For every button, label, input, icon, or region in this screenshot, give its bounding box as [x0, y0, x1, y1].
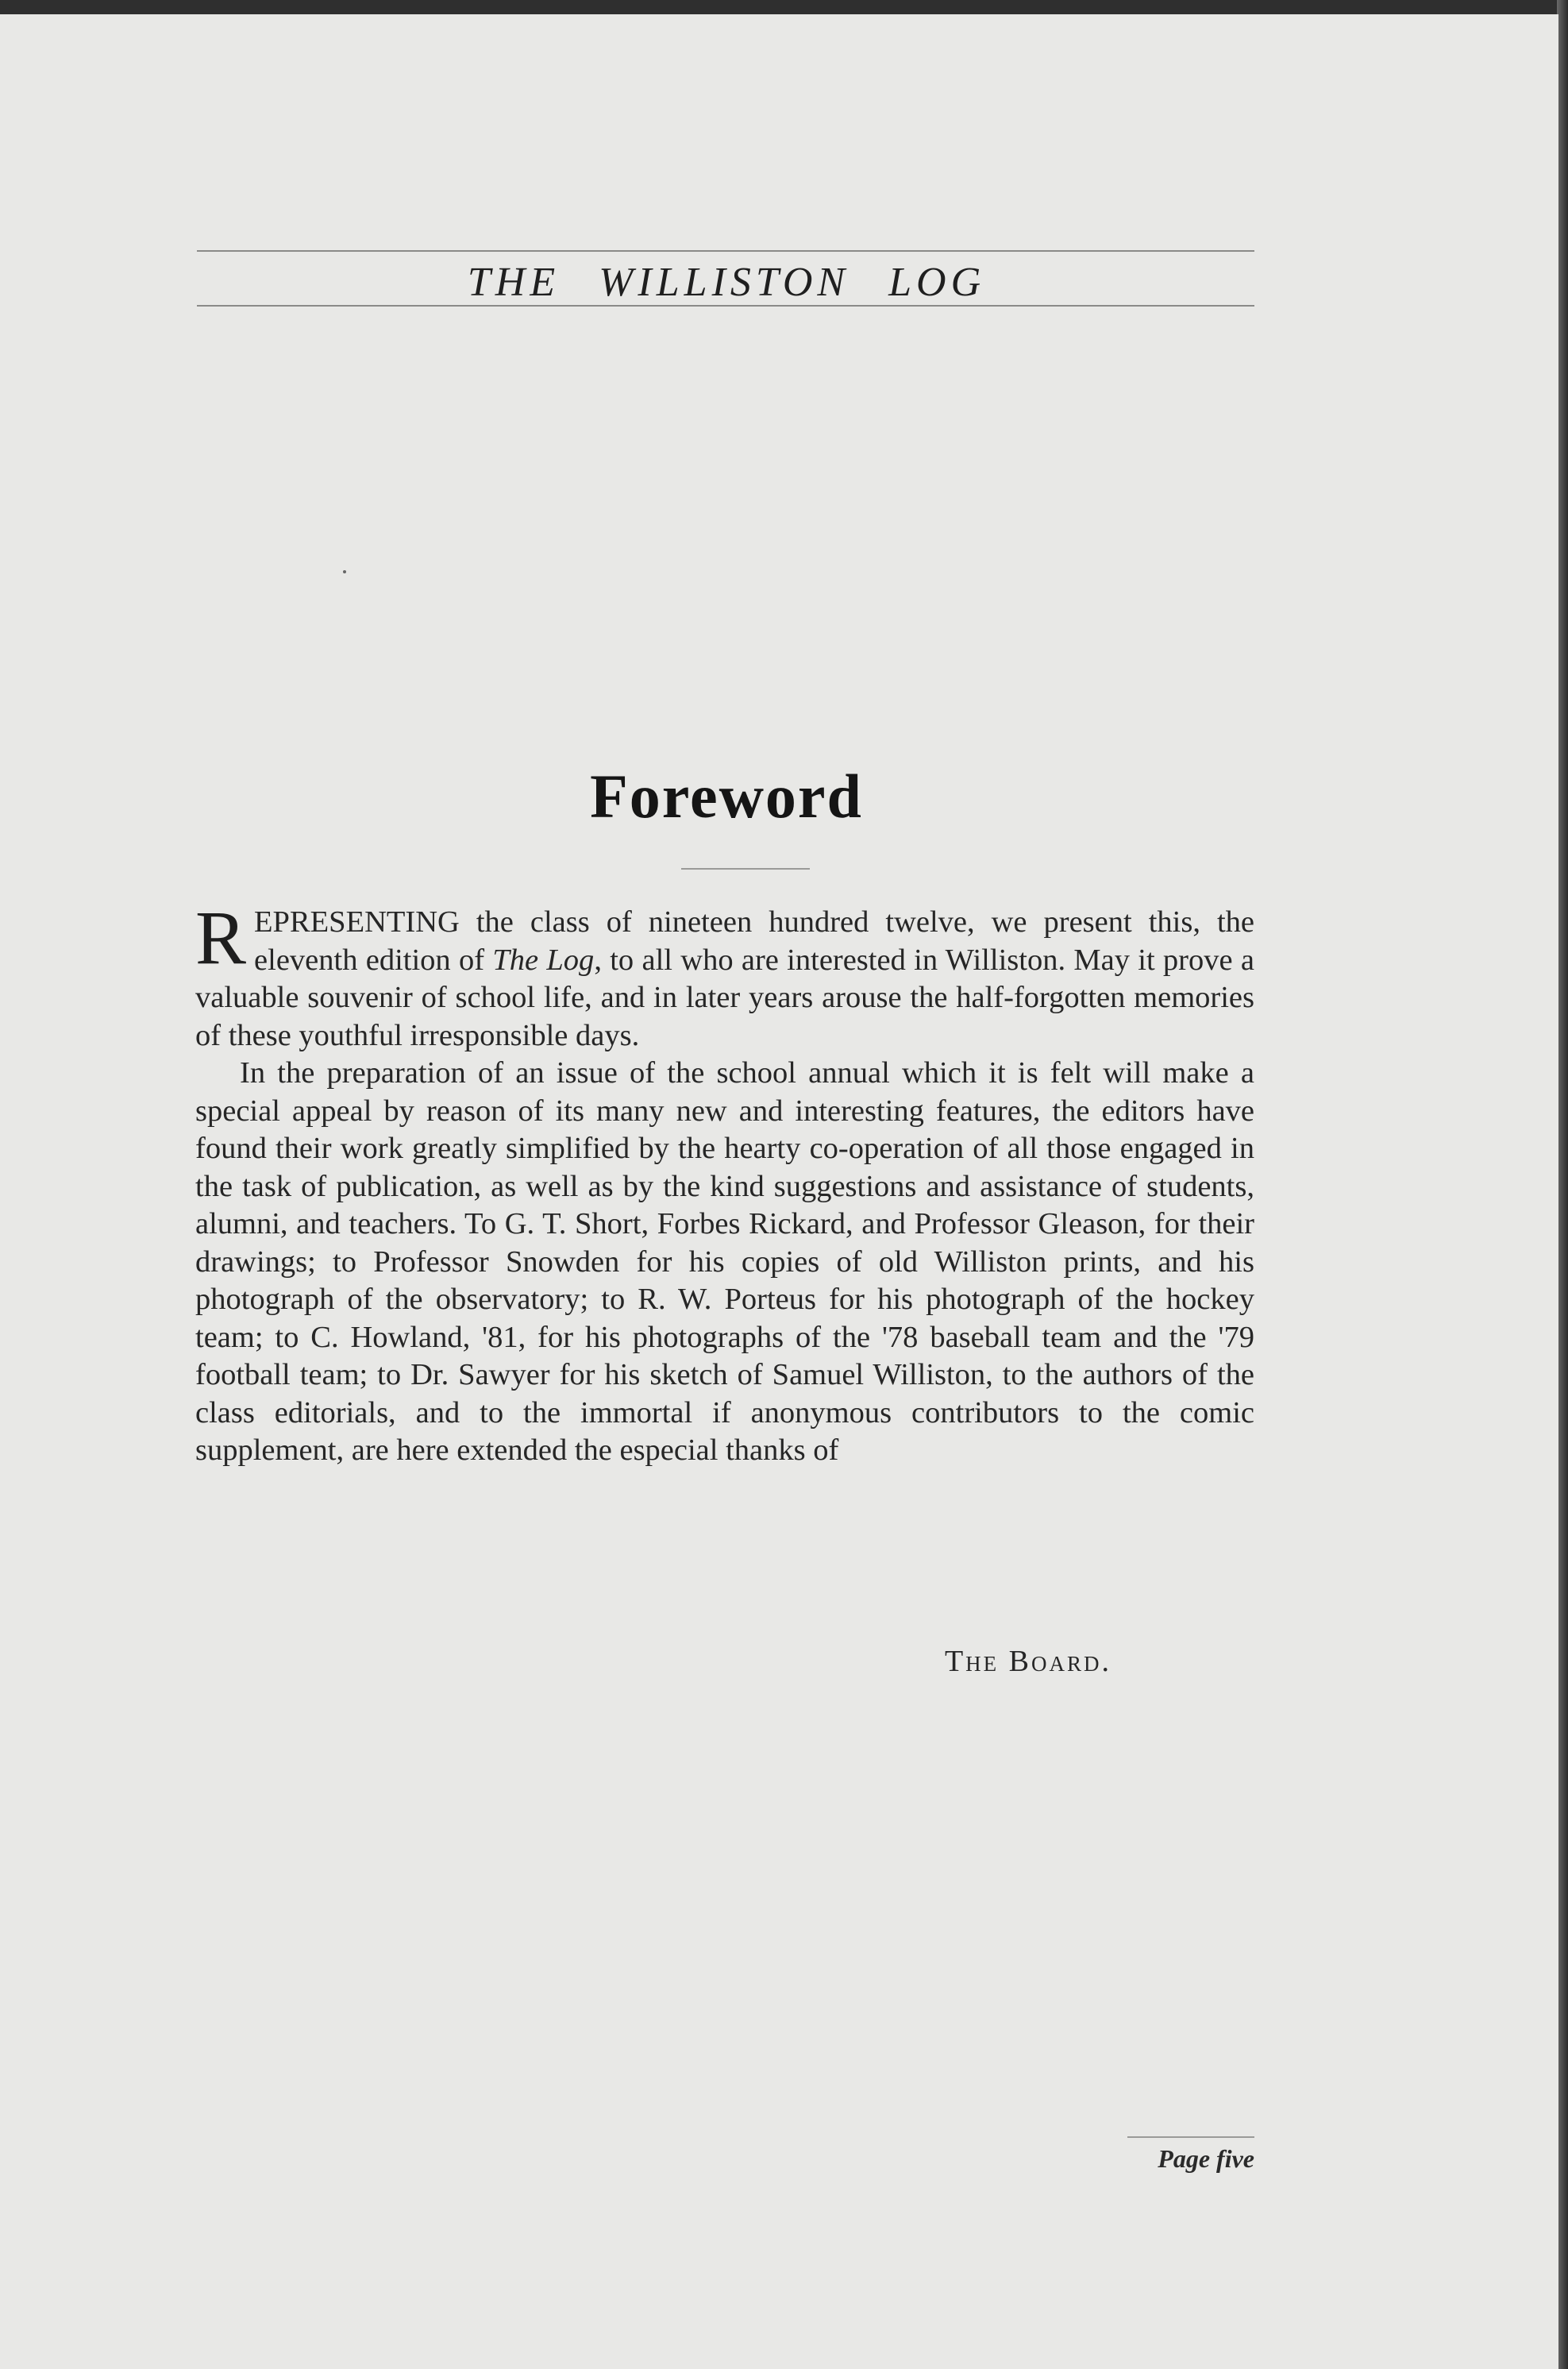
publication-title: The Log	[492, 943, 595, 977]
header-top-rule	[197, 250, 1254, 252]
scan-top-edge	[0, 0, 1568, 14]
page-number: Page five	[1158, 2144, 1254, 2173]
signature: The Board.	[944, 1645, 1111, 1678]
paragraph-1	[195, 895, 1254, 1055]
header-bottom-rule	[197, 305, 1254, 307]
scan-right-edge	[1557, 0, 1568, 2369]
running-head: THE WILLISTON LOG	[467, 260, 986, 305]
heading-ornament-rule	[681, 868, 810, 870]
page-number-rule	[1127, 2136, 1254, 2138]
paper-speck	[343, 570, 346, 573]
drop-cap: R	[195, 895, 247, 980]
foreword-heading: Foreword	[590, 762, 863, 831]
book-page	[0, 14, 1558, 2369]
paragraph-1-text-b: , to all who are interested in Williston. May it prove a valuable souvenir of school life, and in later years arouse the half-forgotten memories of these youthful irresponsible days.	[195, 943, 1254, 1052]
paragraph-1-text-a: EPRESENTING the class of nineteen hundred twelve, we present this, the eleventh edition of	[254, 905, 1254, 977]
foreword-body	[195, 895, 1254, 1470]
paragraph-2: In the preparation of an issue of the school annual which it is felt will make a special appeal by reason of its many new and interesting features, the editors have found their work greatly simplified by the hearty co-operation of all those engaged in the task of publication, as well as by the kind suggestions and assistance of students, alumni, and teachers. To G. T. Short, Forbes Rickard, and Professor Gleason, for their drawings; to Professor Snowden for his copies of old Williston prints, and his photograph of the observatory; to R. W. Porteus for his photograph of the hockey team; to C. Howland, '81, for his photographs of the '78 baseball team and the '79 football team; to Dr. Sawyer for his sketch of Samuel Williston, to the authors of the class editorials, and to the immortal if anonymous contributors to the comic supplement, are here extended the especial thanks of	[195, 1056, 1254, 1467]
